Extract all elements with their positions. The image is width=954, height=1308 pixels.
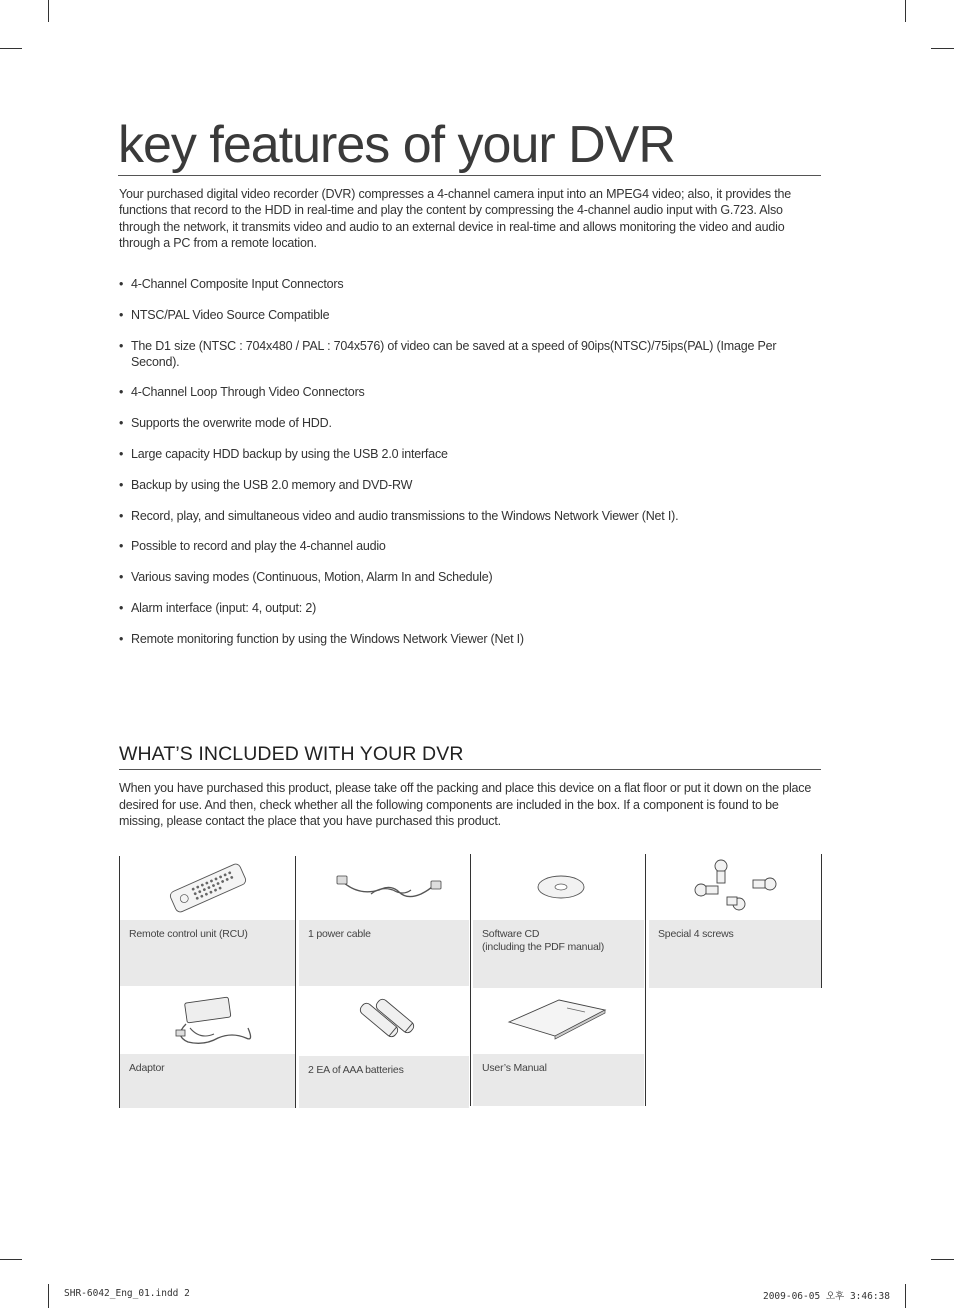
component-cell [120, 988, 295, 1108]
page-title: key features of your DVR [118, 114, 821, 176]
crop-mark [0, 1259, 22, 1260]
bullet: • [119, 600, 124, 615]
feature-text: Possible to record and play the 4-channel audio [131, 539, 386, 554]
section-intro: When you have purchased this product, please take off the packing and place this device on a flat floor or put it down on the place desired for use. And then, check whether all the following components are included in the box. If a component is found to be missing, please contact the place that you have purchased this product. [119, 781, 812, 829]
feature-text: Backup by using the USB 2.0 memory and DVD-RW [131, 477, 413, 492]
grid-divider [821, 854, 822, 988]
footer-filename: SHR-6042_Eng_01.indd 2 [64, 1288, 190, 1299]
component-cell [649, 854, 821, 988]
feature-list [119, 276, 809, 662]
component-caption-box [120, 920, 295, 986]
remote-control-icon [120, 856, 295, 920]
bullet: • [119, 385, 124, 400]
component-image [473, 854, 644, 920]
section-title: WHAT’S INCLUDED WITH YOUR DVR [119, 740, 821, 770]
component-cell [473, 854, 644, 988]
component-caption-box [299, 920, 469, 986]
feature-text: NTSC/PAL Video Source Compatible [131, 307, 330, 322]
feature-item [119, 600, 809, 616]
component-image [299, 856, 469, 920]
footer-timestamp: 2009-06-05 오후 3:46:38 [762, 1291, 890, 1302]
component-image [649, 854, 821, 920]
feature-item [119, 508, 809, 524]
component-caption: Software CD (including the PDF manual) [482, 928, 605, 953]
bullet: • [119, 307, 124, 322]
feature-item [119, 307, 809, 323]
component-caption: 2 EA of AAA batteries [308, 1064, 404, 1076]
batteries-icon [299, 988, 469, 1056]
feature-item [119, 415, 809, 431]
component-caption: 1 power cable [308, 928, 371, 940]
component-caption: Remote control unit (RCU) [129, 928, 248, 940]
feature-item [119, 446, 809, 462]
crop-mark [905, 0, 906, 22]
component-cell [120, 856, 295, 986]
component-caption: User’s Manual [482, 1062, 547, 1074]
bullet: • [119, 338, 124, 353]
feature-text: Remote monitoring function by using the Windows Network Viewer (Net I) [131, 631, 524, 646]
bullet: • [119, 539, 124, 554]
grid-divider [470, 854, 471, 1106]
feature-text: Various saving modes (Continuous, Motion, Alarm In and Schedule) [131, 570, 493, 585]
feature-text: Alarm interface (input: 4, output: 2) [131, 600, 317, 615]
power-cable-icon [299, 856, 469, 920]
component-cell [299, 988, 469, 1108]
screws-icon [649, 854, 821, 920]
component-caption: Special 4 screws [658, 928, 734, 940]
feature-item [119, 384, 809, 400]
bullet: • [119, 508, 124, 523]
component-cell [299, 856, 469, 986]
intro-paragraph: Your purchased digital video recorder (DVR) compresses a 4-channel camera input into an MPEG4 video; also, it provides the functions that record to the HDD in real-time and play the content by compressing the 4-channel audio input with G.723. Also through the network, it transmits video and audio to an external device in real-time and allows monitoring the video and audio through a PC from a remote location. [119, 187, 792, 251]
grid-divider [295, 856, 296, 1108]
bullet: • [119, 416, 124, 431]
crop-mark [0, 48, 22, 49]
adaptor-icon [120, 988, 295, 1052]
component-caption-box [299, 1056, 469, 1108]
cd-icon [473, 854, 644, 920]
feature-item [119, 538, 809, 554]
component-caption-box [649, 920, 821, 988]
component-caption-box [473, 1054, 644, 1106]
component-image [120, 856, 295, 920]
feature-text: Large capacity HDD backup by using the USB 2.0 interface [131, 446, 448, 461]
bullet: • [119, 477, 124, 492]
component-image [299, 988, 469, 1056]
feature-text: 4-Channel Loop Through Video Connectors [131, 385, 365, 400]
component-cell [473, 988, 644, 1106]
component-image [473, 988, 644, 1054]
feature-item [119, 631, 809, 647]
crop-mark [48, 1284, 49, 1308]
feature-item [119, 569, 809, 585]
component-caption-box [120, 1054, 295, 1108]
manual-icon [473, 988, 644, 1054]
component-image [120, 988, 295, 1052]
feature-text: 4-Channel Composite Input Connectors [131, 277, 344, 291]
feature-item [119, 477, 809, 493]
crop-mark [905, 1284, 906, 1308]
feature-text: The D1 size (NTSC : 704x480 / PAL : 704x576) of video can be saved at a speed of 90ips(NTSC)/75ips(PAL) (Image Per Second). [131, 338, 777, 369]
bullet: • [119, 446, 124, 461]
feature-text: Record, play, and simultaneous video and audio transmissions to the Windows Network Viewer (Net I). [131, 508, 679, 523]
component-caption-box [473, 920, 644, 988]
crop-mark [48, 0, 49, 22]
bullet: • [119, 631, 124, 646]
component-caption: Adaptor [129, 1062, 165, 1074]
feature-text: Supports the overwrite mode of HDD. [131, 416, 332, 431]
feature-item [119, 338, 809, 370]
bullet: • [119, 277, 124, 291]
feature-item [119, 276, 809, 292]
bullet: • [119, 570, 124, 585]
grid-divider [645, 854, 646, 1106]
crop-mark [931, 1259, 954, 1260]
crop-mark [931, 48, 954, 49]
